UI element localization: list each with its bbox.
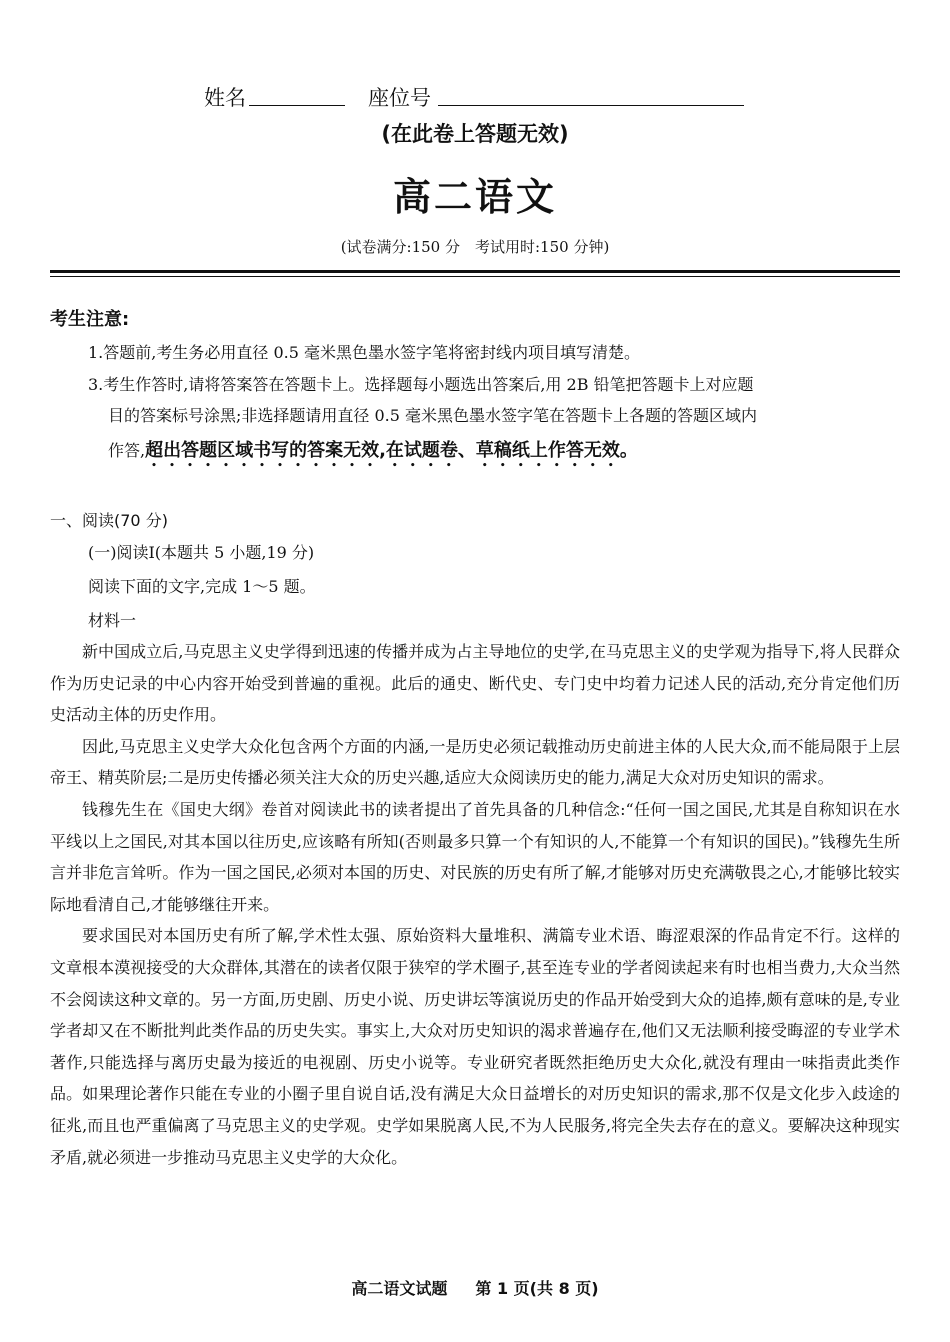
- section-title: 一、阅读(70 分): [50, 511, 168, 530]
- notice-emphasis: 超出答题区域书写的答案无效,在试题卷、草稿纸上作答无效。: [145, 440, 638, 461]
- page-title: 高二语文: [392, 174, 557, 219]
- name-label: 姓名: [204, 86, 246, 110]
- subsection-title: (一)阅读Ⅰ(本题共 5 小题,19 分): [88, 543, 315, 562]
- seat-number-label: 座位号: [368, 86, 431, 110]
- name-field[interactable]: [249, 105, 345, 106]
- passage: [50, 636, 900, 1173]
- instructions: 阅读下面的文字,完成 1～5 题。: [88, 577, 316, 596]
- exam-info: (试卷满分:150 分 考试用时:150 分钟): [340, 238, 610, 256]
- seat-number-field[interactable]: [438, 105, 744, 106]
- footer-page-number: 第 1 页(共 8 页): [475, 1279, 599, 1298]
- notice-item-1: 1.答题前,考生务必用直径 0.5 毫米黑色墨水签字笔将密封线内项目填写清楚。: [88, 343, 640, 362]
- notice-item-3-line-2: 目的答案标号涂黑;非选择题请用直径 0.5 毫米黑色墨水签字笔在答题卡上各题的答题区域内: [108, 406, 758, 425]
- footer-subject: 高二语文试题: [351, 1279, 448, 1298]
- invalid-answer-note: (在此卷上答题无效): [381, 122, 569, 146]
- notice-item-3-line-3: [108, 436, 900, 471]
- paragraph: 新中国成立后,马克思主义史学得到迅速的传播并成为占主导地位的史学,在马克思主义的史学观为指导下,将人民群众作为历史记录的中心内容开始受到普遍的重视。此后的通史、断代史、专门史中均着力记述人民的活动,充分肯定他们历史活动主体的历史作用。: [50, 642, 900, 725]
- notice-item-3-prefix: 作答,: [108, 441, 146, 460]
- notice-title: 考生注意:: [50, 309, 130, 330]
- header-divider-thin: [50, 276, 900, 277]
- paragraph: 钱穆先生在《国史大纲》卷首对阅读此书的读者提出了首先具备的几种信念:“任何一国之国民,尤其是自称知识在水平线以上之国民,对其本国以往历史,应该略有所知(否则最多只算一个有知识的人,不能算一个有知识的国民)。”钱穆先生所言并非危言耸听。作为一国之国民,必须对本国的历史、对民族的历史有所了解,才能够对历史充满敬畏之心,才能够比较实际地看清自己,才能够继往开来。: [50, 799, 900, 914]
- header-divider-thick: [50, 270, 900, 273]
- paragraph: 因此,马克思主义史学大众化包含两个方面的内涵,一是历史必须记载推动历史前进主体的人民大众,而不能局限于上层帝王、精英阶层;二是历史传播必须关注大众的历史兴趣,适应大众阅读历史的能力,满足大众对历史知识的需求。: [50, 736, 900, 788]
- material-title: 材料一: [88, 611, 137, 630]
- candidate-info-line: [0, 82, 950, 112]
- page-footer: [0, 1276, 950, 1299]
- paragraph: 要求国民对本国历史有所了解,学术性太强、原始资料大量堆积、满篇专业术语、晦涩艰深的作品肯定不行。这样的文章根本漠视接受的大众群体,其潜在的读者仅限于狭窄的学术圈子,甚至连专业的学者阅读起来有时也相当费力,大众当然不会阅读这种文章的。另一方面,历史剧、历史小说、历史讲坛等演说历史的作品开始受到大众的追捧,颇有意味的是,专业学者却又在不断批判此类作品的历史失实。事实上,大众对历史知识的渴求普遍存在,他们又无法顺利接受晦涩的专业学术著作,只能选择与离历史最为接近的电视剧、历史小说等。专业研究者既然拒绝历史大众化,就没有理由一味指责此类作品。如果理论著作只能在专业的小圈子里自说自话,没有满足大众日益增长的对历史知识的需求,那不仅是文化步入歧途的征兆,而且也严重偏离了马克思主义的史学观。史学如果脱离人民,不为人民服务,将完全失去存在的意义。要解决这种现实矛盾,就必须进一步推动马克思主义史学的大众化。: [50, 926, 900, 1167]
- notice-item-3-line-1: 3.考生作答时,请将答案答在答题卡上。选择题每小题选出答案后,用 2B 铅笔把答题卡上对应题: [88, 375, 754, 394]
